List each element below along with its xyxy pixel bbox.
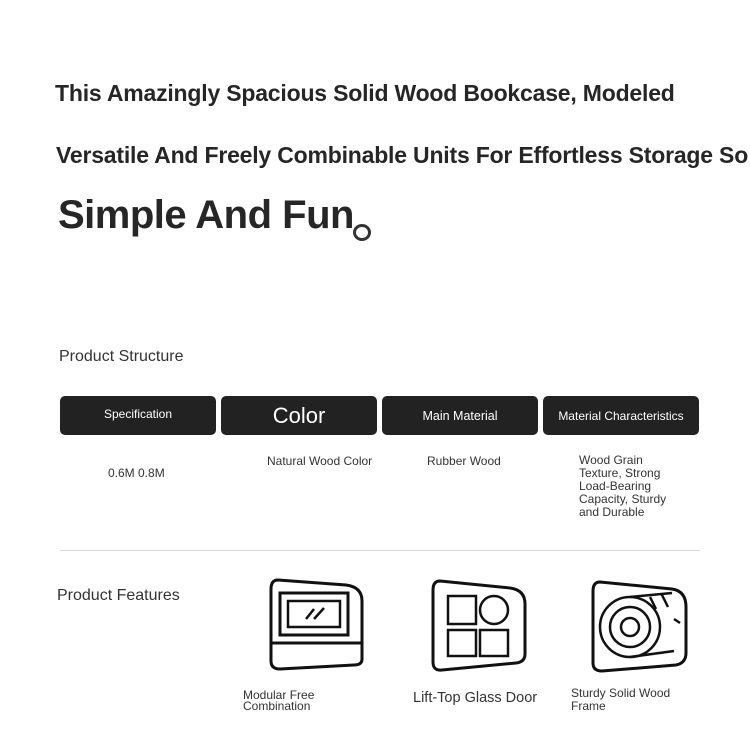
material-characteristics-value: Wood Grain Texture, Strong Load-Bearing Capacity, Sturdy and Durable <box>579 453 667 519</box>
ring-decoration-icon <box>353 224 371 241</box>
product-features-title: Product Features <box>57 587 180 604</box>
main-material-value: Rubber Wood <box>427 454 501 468</box>
feature-label-solid-wood: Sturdy Solid Wood Frame <box>571 686 671 713</box>
main-material-header: Main Material <box>382 396 538 435</box>
feature-label-glass-door: Lift-Top Glass Door <box>413 690 538 706</box>
headline-line-2: Versatile And Freely Combinable Units For Effortless Storage So <box>56 142 749 168</box>
feature-label-modular: Modular Free Combination <box>243 688 315 713</box>
section-divider <box>60 550 700 551</box>
headline-line-1: This Amazingly Spacious Solid Wood Bookcase, Modeled <box>55 80 675 106</box>
specification-value: 0.6M 0.8M <box>108 466 165 480</box>
headline-line-3: Simple And Fun <box>58 193 354 237</box>
wood-log-icon <box>590 579 688 678</box>
modular-cabinet-icon <box>268 577 364 676</box>
color-value: Natural Wood Color <box>267 454 373 468</box>
color-header: Color <box>221 396 377 435</box>
glass-door-grid-icon <box>430 578 528 677</box>
product-structure-title: Product Structure <box>59 348 184 365</box>
specification-header: Specification <box>60 396 216 435</box>
material-characteristics-header: Material Characteristics <box>543 396 699 435</box>
